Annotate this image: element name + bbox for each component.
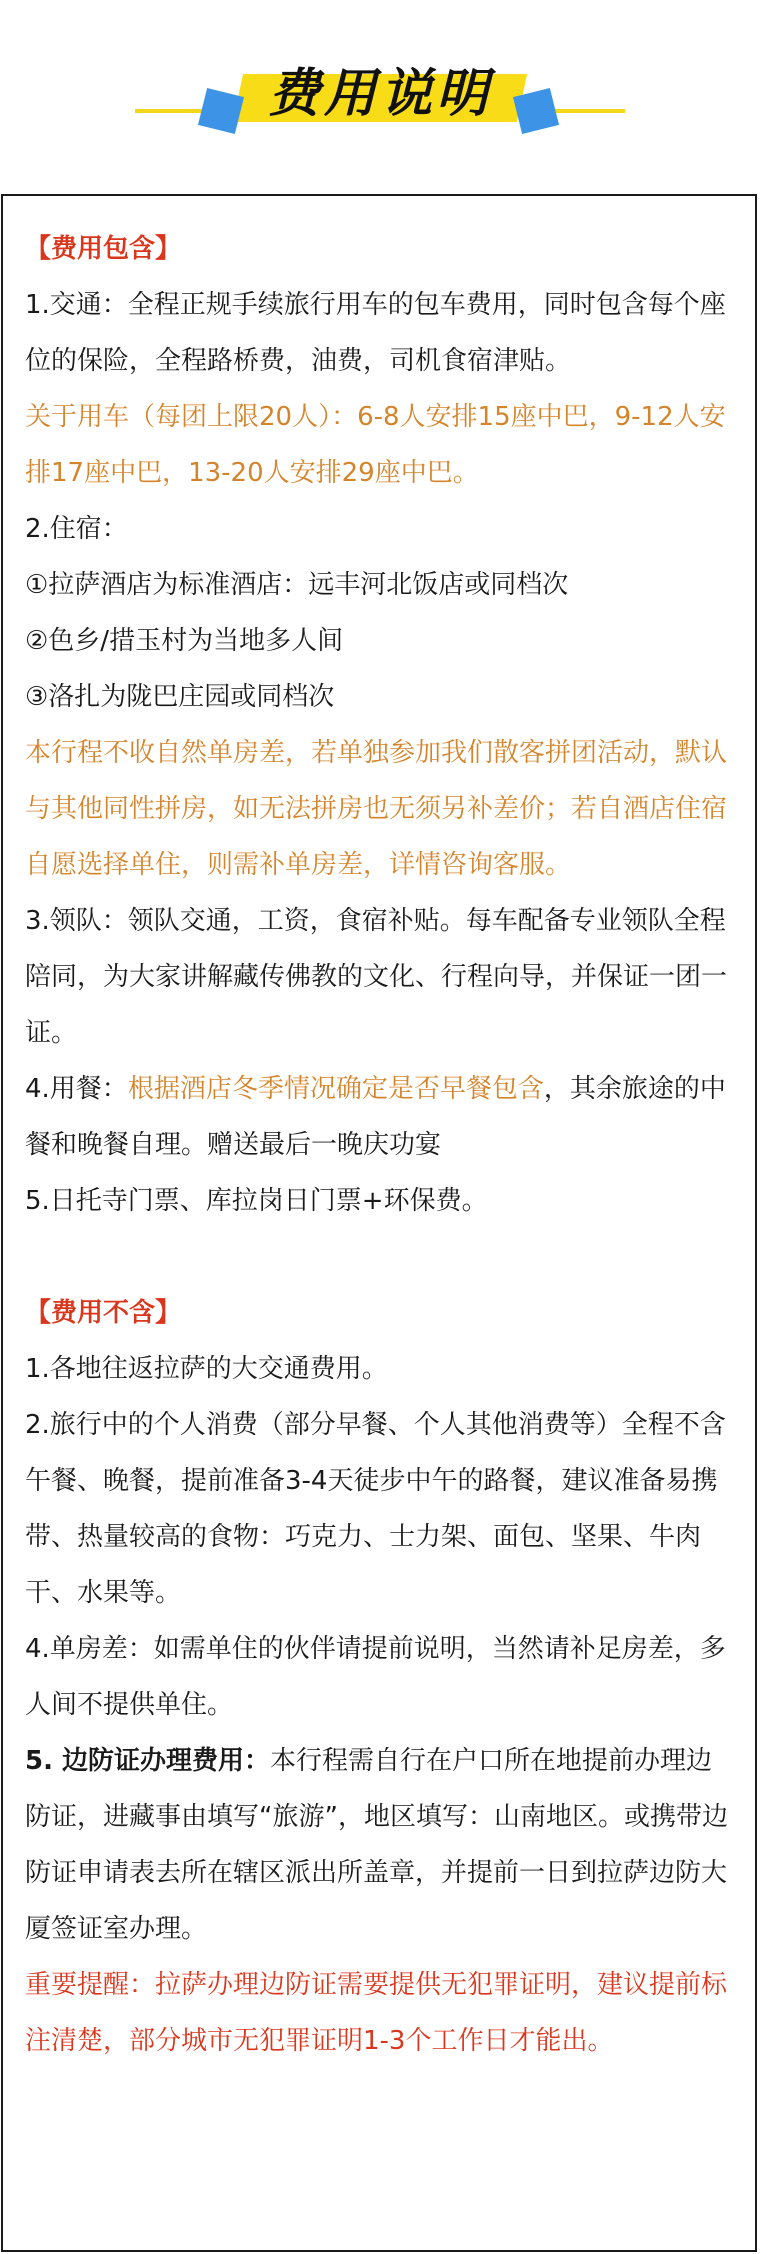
included-lodging-title: 2.住宿： bbox=[25, 514, 128, 544]
page-title: 费用说明 bbox=[267, 64, 492, 124]
included-guide: 3.领队：领队交通，工资，食宿补贴。每车配备专业领队全程陪同，为大家讲解藏传佛教的文化、行程向导，并保证一团一证。 bbox=[25, 906, 728, 1048]
included-room-note: 本行程不收自然单房差，若单独参加我们散客拼团活动，默认与其他同性拼房，如无法拼房也无须另补差价；若自酒店住宿自愿选择单住，则需补单房差，详情咨询客服。 bbox=[25, 738, 728, 880]
included-lodging-1: ①拉萨酒店为标准酒店：远丰河北饭店或同档次 bbox=[25, 570, 569, 600]
excluded-item-1: 1.各地往返拉萨的大交通费用。 bbox=[25, 1354, 388, 1384]
included-vehicle-note: 关于用车（每团上限20人）：6-8人安排15座中巴，9-12人安排17座中巴，13-20人安排29座中巴。 bbox=[25, 402, 726, 488]
included-tickets: 5.日托寺门票、库拉岗日门票+环保费。 bbox=[25, 1186, 488, 1216]
page-header bbox=[0, 0, 760, 190]
fee-details-content bbox=[25, 221, 737, 2069]
item-5-text: 本行程需自行在户口所在地提前办理边防证，进藏事由填写“旅游”，地区填写：山南地区。或携带边防证申请表去所在辖区派出所盖章，并提前一日到拉萨边防大厦签证室办理。 bbox=[25, 1746, 728, 1944]
excluded-item-4: 4.单房差：如需单住的伙伴请提前说明，当然请补足房差，多人间不提供单住。 bbox=[25, 1634, 726, 1720]
section-spacer bbox=[25, 1229, 737, 1285]
important-reminder: 重要提醒：拉萨办理边防证需要提供无犯罪证明，建议提前标注清楚，部分城市无犯罪证明1-3个工作日才能出。 bbox=[25, 1970, 728, 2056]
excluded-item-5 bbox=[25, 1733, 737, 1957]
excluded-item-2: 2.旅行中的个人消费（部分早餐、个人其他消费等）全程不含午餐、晚餐，提前准备3-4天徒步中午的路餐，建议准备易携带、热量较高的食物：巧克力、士力架、面包、坚果、牛肉干、水果等。 bbox=[25, 1410, 726, 1608]
included-lodging-3: ③洛扎为陇巴庄园或同档次 bbox=[25, 682, 335, 712]
meal-suffix: ，其余旅途的中餐和晚餐自理。赠送最后一晚庆功宴 bbox=[25, 1074, 726, 1160]
excluded-heading: 【费用不含】 bbox=[25, 1298, 182, 1328]
meal-highlight: 根据酒店冬季情况确定是否早餐包含 bbox=[127, 1074, 544, 1104]
included-meal bbox=[25, 1061, 737, 1173]
item-5-label: 5. 边防证办理费用： bbox=[25, 1746, 271, 1776]
meal-prefix: 4.用餐： bbox=[25, 1074, 128, 1104]
included-lodging-2: ②色乡/措玉村为当地多人间 bbox=[25, 626, 344, 656]
included-transport: 1.交通：全程正规手续旅行用车的包车费用，同时包含每个座位的保险，全程路桥费，油费，司机食宿津贴。 bbox=[25, 290, 726, 376]
included-heading: 【费用包含】 bbox=[25, 234, 182, 264]
fee-details-box bbox=[1, 194, 757, 2252]
